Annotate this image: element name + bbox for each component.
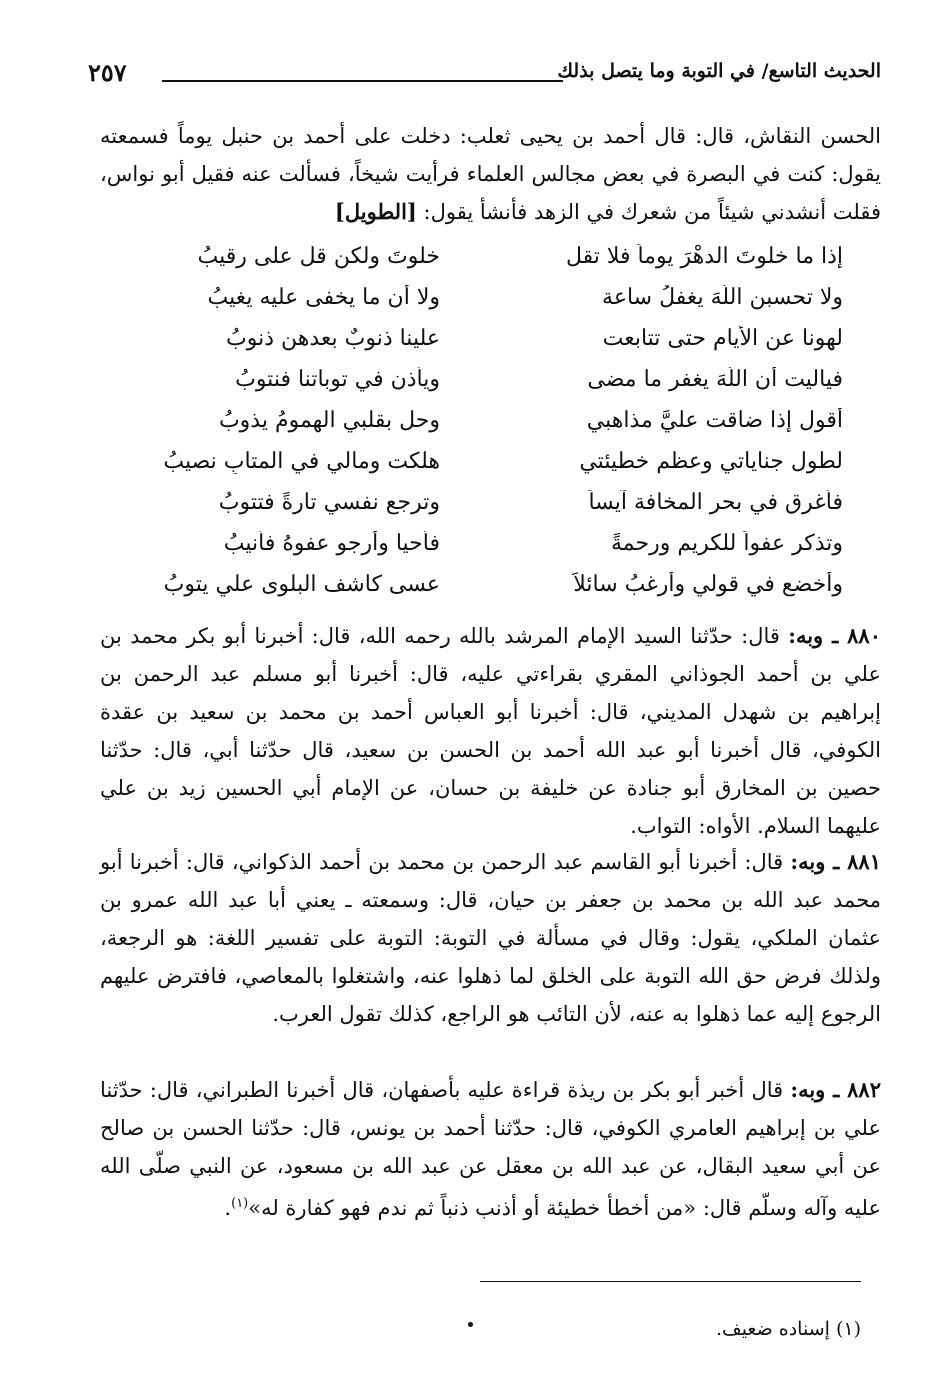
poem-verse [120,236,843,277]
poem-verse [120,277,843,318]
hadith-text: قال: أخبرنا أبو القاسم عبد الرحمن بن محمد بن أحمد الذكواني، قال: أخبرنا أبو محمد عبد الله بن محمد بن جعفر بن حيان، قال: وسمعته ـ يعني أبا عبد الله عمرو بن عثمان الملكي، يقول: وقال في مسألة في التوبة: التوبة على تفسير اللغة: هو الرجعة، ولذلك فرض حق الله التوبة على الخلق لما ذهلوا عنه، واشتغلوا بالمعاصي، فافترض عليهم الرجوع إليه عما ذهلوا به عنه، لأن التائب هو الراجع، كذلك تقول العرب. [100,850,881,1026]
hadith-882 [100,1071,881,1227]
running-header [88,58,881,98]
verse-first-hemistich: لهونا عن الأيامِ حتى تتابعت [602,326,843,351]
verse-first-hemistich: وأخضع في قولي وأرغبُ سائلاً [573,572,843,597]
intro-paragraph [100,117,881,231]
poem-verse [120,482,843,523]
intro-text: الحسن النقاش، قال: قال أحمد بن يحيى ثعلب: دخلت على أحمد بن حنبل يوماً فسمعته يقول: كنت في البصرة في بعض مجالس العلماء فرأيت شيخاً، فسألت عنه فقيل أبو نواس، فقلت أنشدني شيئاً من شعرك في الزهد فأنشأ يقول: [100,124,881,224]
verse-first-hemistich: ولا تحسبن اللَّهَ يغفلُ ساعة [602,285,843,310]
poem-verse [120,441,843,482]
verse-second-hemistich: وحل بقلبي الهمومُ يذوبُ [218,408,440,433]
page-number: ٢٥٧ [88,58,127,87]
verse-first-hemistich: لطول جناياتي وعظم خطيئتي [579,449,843,474]
poem-verse [120,400,843,441]
verse-second-hemistich: عسى كاشف البلوى علي يتوبُ [163,572,440,597]
hadith-text: قال: حدّثنا السيد الإمام المرشد بالله رحمه الله، قال: أخبرنا أبو بكر محمد بن علي بن أحمد الجوذاني المقري بقراءتي عليه، قال: أخبرنا أبو مسلم عبد الرحمن بن إبراهيم بن شهدل المديني، قال: أخبرنا أبو العباس أحمد بن محمد بن سعيد بن عقدة الكوفي، قال أخبرنا أبو عبد الله أحمد بن الحسن بن سعيد، قال حدّثنا أبي، قال: حدّثنا حصين بن المخارق أبو جنادة عن خليفة بن حسان، عن الإمام أبي الحسين زيد بن علي عليهما السلام. الأواه: التواب. [100,624,881,838]
verse-first-hemistich: إذا ما خلوتَ الدهْرَ يوماً فلا تقل [565,244,843,269]
verse-first-hemistich: فياليت أن اللَّهَ يغفر ما مضى [587,367,843,392]
verse-second-hemistich: خلوتَ ولكن قل على رقيبُ [197,244,440,269]
poem-verse [120,564,843,605]
footnote-reference: (١) [231,1196,249,1211]
hadith-number: ٨٨٠ ـ وبه: [788,623,881,648]
verse-first-hemistich: وتذكر عفواً للكريم ورحمةً [610,531,843,556]
page-mark [468,1322,473,1327]
hadith-number: ٨٨١ ـ وبه: [790,849,881,874]
verse-first-hemistich: أقول إذا ضاقت عليَّ مذاهبي [586,408,843,433]
verse-second-hemistich: هلكت ومالي في المتابِ نصيبُ [163,449,440,474]
meter-label: [الطويل] [334,199,417,224]
verse-first-hemistich: فأغرق في بحر المخافة آيساً [588,490,843,515]
poem-verse [120,359,843,400]
header-rule [162,80,563,82]
hadith-880 [100,617,881,845]
chapter-title: الحديث التاسع/ في التوبة وما يتصل بذلك [557,60,881,82]
verse-second-hemistich: علينا ذنوبٌ بعدهن ذنوبُ [226,326,440,351]
verse-second-hemistich: ولا أن ما يخفى عليه يغيبُ [207,285,440,310]
hadith-881 [100,843,881,1033]
poem-verse [120,318,843,359]
footnote: (١) إسناده ضعيف. [715,1318,861,1340]
hadith-text: قال أخبر أبو بكر بن ريذة قراءة عليه بأصفهان، قال أخبرنا الطبراني، قال: حدّثنا علي بن إبراهيم العامري الكوفي، قال: حدّثنا أحمد بن يونس، قال: حدّثنا الحسن بن صالح عن أبي سعيد البقال، عن عبد الله بن معقل عن عبد الله بن مسعود، عن النبي صلّى الله عليه وآله وسلّم قال: «من أخطأ خطيئة أو أذنب ذنباً ثم ندم فهو كفارة له» [100,1078,881,1220]
verse-second-hemistich: وترجع نفسي تارةً فتتوبُ [218,490,440,515]
verse-second-hemistich: ويأذن في توباتنا فنتوبُ [235,367,440,392]
hadith-end: . [224,1196,232,1220]
poem-verse [120,523,843,564]
footnote-rule [480,1281,861,1282]
hadith-number: ٨٨٢ ـ وبه: [790,1077,881,1102]
verse-second-hemistich: فأحيا وأرجو عفوهُ فأنيبُ [223,531,440,556]
poem [120,236,843,605]
